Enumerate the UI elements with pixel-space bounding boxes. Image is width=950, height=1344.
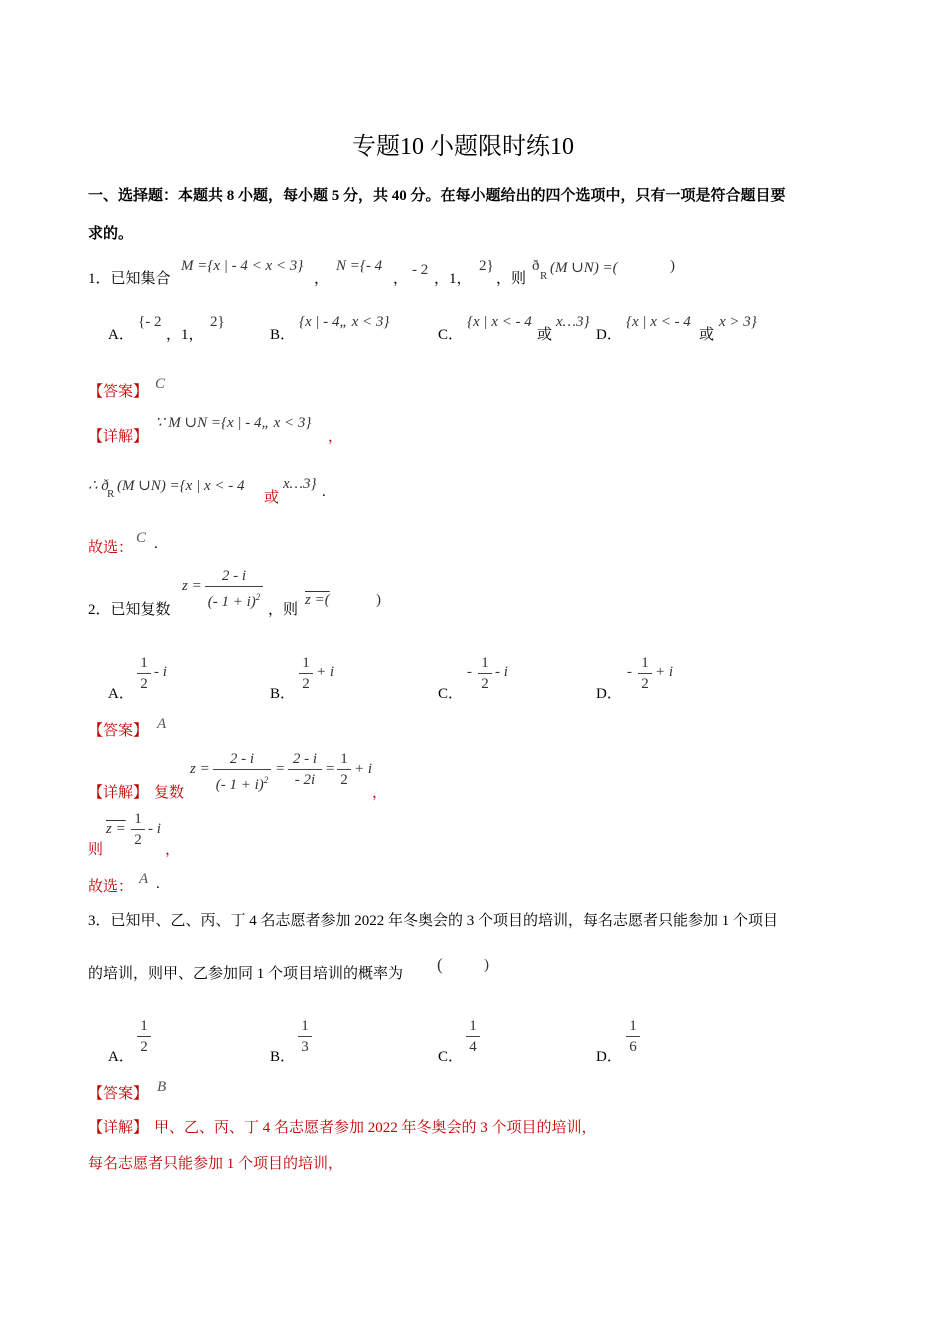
q2-zbar-eq: z = [106, 821, 126, 837]
q3-detail-line1: 甲、乙、丙、丁 4 名志愿者参加 2022 年冬奥会的 3 个项目的培训， [154, 1120, 597, 1136]
fraction-denominator: 6 [629, 1039, 637, 1055]
q2-option-c-tail: - i [495, 664, 508, 680]
complement-sub: R [107, 488, 115, 500]
fraction-numerator: 2 - i [229, 751, 255, 767]
complement-symbol: ð [532, 258, 540, 274]
q2-answer-value: A [157, 716, 167, 732]
q2-zbar-fraction [131, 810, 145, 849]
complement-sub: R [540, 270, 548, 282]
q1-option-a: {- 2 [138, 314, 162, 330]
fraction-numerator: 1 [641, 655, 649, 671]
q1-detail-line2-or: 或 [264, 490, 280, 506]
fraction-bar [466, 1036, 480, 1037]
q2-option-c-fraction [478, 654, 492, 693]
fraction-bar [478, 673, 492, 674]
q3-line2: 的培训，则甲、乙参加同 1 个项目培训的概率为 [88, 966, 404, 982]
q2-zbar: z =( [305, 592, 330, 608]
fraction-denominator: 2 [134, 832, 142, 848]
q2-option-d-label: D． [596, 686, 622, 702]
q2-choose-label: 故选： [88, 879, 134, 895]
fraction-denominator: 2 [641, 676, 649, 692]
q2-answer-paren: ) [376, 592, 381, 608]
q2-then: ，则 [268, 602, 299, 618]
q2-option-c-sign: - [467, 664, 472, 680]
q2-detail-z-eq: z = [190, 761, 210, 777]
q3-option-c-fraction [466, 1017, 480, 1056]
q1-set-m: M ={x | - 4 < x < 3} [181, 258, 304, 274]
q1-answer-value: C [155, 376, 166, 392]
q1-detail-line2: x…3} [283, 476, 317, 492]
page-title: 专题10 小题限时练10 [352, 134, 574, 160]
q1-detail-line2-end: . [322, 484, 326, 500]
fraction-numerator: 1 [140, 1018, 148, 1034]
q3-detail-label: 【详解】 [88, 1120, 149, 1136]
q2-detail-fraction-2 [288, 750, 322, 789]
q2-option-b-fraction [299, 654, 313, 693]
q1-option-a: 2} [210, 314, 225, 330]
q1-option-d: x > 3} [719, 314, 757, 330]
fraction-numerator: 1 [629, 1018, 637, 1034]
q1-option-c: {x | x < - 4 [467, 314, 532, 330]
fraction-denominator: 2 [140, 676, 148, 692]
q1-answer-label: 【答案】 [88, 384, 149, 400]
fraction-numerator: 1 [301, 1018, 309, 1034]
section-heading-cont: 求的。 [88, 226, 134, 242]
q2-answer-label: 【答案】 [88, 723, 149, 739]
fraction-bar [299, 673, 313, 674]
q2-detail-eq: = [326, 761, 335, 777]
fraction-numerator: 1 [302, 655, 310, 671]
q3-answer-value: B [157, 1079, 167, 1095]
q3-option-d-label: D． [596, 1049, 622, 1065]
q1-detail-label: 【详解】 [88, 429, 149, 445]
q3-option-a-label: A． [108, 1049, 134, 1065]
fraction-denominator: 2 [302, 676, 310, 692]
q3-option-b-label: B． [270, 1049, 296, 1065]
q2-z-denominator [205, 588, 263, 611]
q1-option-a-label: A． [108, 327, 134, 343]
q2-option-a-fraction [137, 654, 151, 693]
q3-option-c-label: C． [438, 1049, 464, 1065]
fraction-bar [137, 1036, 151, 1037]
fraction-denominator: 2 [481, 676, 489, 692]
q2-z-denominator-base: (- 1 + i) [207, 594, 256, 610]
fraction-denominator-base: (- 1 + i) [215, 777, 264, 793]
q1-set-n-elem: 2} [479, 258, 494, 274]
fraction-denominator: 2 [140, 1039, 148, 1055]
fraction-denominator: 3 [301, 1039, 309, 1055]
q2-zbar-tail: - i [148, 821, 161, 837]
q2-option-c-label: C． [438, 686, 464, 702]
fraction-denominator [213, 771, 271, 794]
q2-prefix: 2．已知复数 [88, 602, 171, 618]
q1-set-n-elem: ，1， [434, 271, 472, 287]
q1-complement-expr: (M ∪N) =( [550, 260, 618, 276]
q2-z-fraction [205, 567, 263, 611]
section-heading: 一、选择题：本题共 8 小题，每小题 5 分，共 40 分。在每小题给出的四个选项中，只有一项是符合题目要 [88, 188, 786, 204]
q2-choose-value: A [139, 871, 149, 887]
q2-detail-word: 复数 [154, 785, 185, 801]
fraction-exponent: 2 [263, 775, 269, 785]
q2-detail-fraction-1 [213, 750, 271, 794]
fraction-numerator: 1 [140, 655, 148, 671]
q1-option-b: {x | - 4„ x < 3} [299, 314, 390, 330]
q2-detail-label: 【详解】 [88, 785, 149, 801]
q3-option-a-fraction [137, 1017, 151, 1056]
fraction-bar [337, 769, 351, 770]
q1-prefix: 1．已知集合 [88, 271, 171, 287]
q1-detail-line2: ∴ ð [88, 478, 109, 494]
q3-answer-label: 【答案】 [88, 1086, 149, 1102]
q2-then-word: 则 [88, 842, 104, 858]
q2-option-d-fraction [638, 654, 652, 693]
fraction-bar [288, 769, 322, 770]
q2-option-a-tail: - i [154, 664, 167, 680]
q3-paren-close: ) [484, 957, 489, 973]
q1-choose-end: . [154, 536, 158, 552]
fraction-denominator: 4 [469, 1039, 477, 1055]
q1-option-c-label: C． [438, 327, 464, 343]
fraction-numerator: 2 - i [292, 751, 318, 767]
q1-set-n: N ={- 4 [336, 258, 383, 274]
q1-comma: ， [393, 271, 409, 287]
fraction-bar [137, 673, 151, 674]
q3-detail-line2: 每名志愿者只能参加 1 个项目的培训， [88, 1156, 344, 1172]
q3-option-d-fraction [626, 1017, 640, 1056]
q3-option-b-fraction [298, 1017, 312, 1056]
q1-detail-line2: (M ∪N) ={x | x < - 4 [117, 478, 245, 494]
fraction-bar [205, 586, 263, 587]
q1-set-n-elem: - 2 [412, 262, 429, 278]
fraction-numerator: 1 [134, 811, 142, 827]
q1-option-c: x…3} [556, 314, 590, 330]
q1-option-b-label: B． [270, 327, 296, 343]
fraction-denominator: 2 [340, 772, 348, 788]
q3-line1: 3．已知甲、乙、丙、丁 4 名志愿者参加 2022 年冬奥会的 3 个项目的培训，每名志愿者只能参加 1 个项目 [88, 913, 779, 929]
q1-option-d-or: 或 [699, 327, 715, 343]
q2-option-a-label: A． [108, 686, 134, 702]
fraction-numerator: 1 [469, 1018, 477, 1034]
fraction-numerator: 1 [340, 751, 348, 767]
q1-then: ，则 [496, 271, 527, 287]
q2-choose-end: . [156, 876, 160, 892]
q2-detail-eq: = [276, 761, 285, 777]
fraction-bar [626, 1036, 640, 1037]
q2-detail-tail: + i [354, 761, 373, 777]
q1-option-d-label: D． [596, 327, 622, 343]
fraction-bar [298, 1036, 312, 1037]
q1-option-d: {x | x < - 4 [626, 314, 691, 330]
q2-then-end: ， [165, 842, 181, 858]
q2-option-b-tail: + i [316, 664, 335, 680]
q2-option-d-tail: + i [655, 664, 674, 680]
fraction-bar [131, 829, 145, 830]
fraction-numerator: 1 [481, 655, 489, 671]
q1-choose-value: C [136, 530, 147, 546]
fraction-denominator: - 2i [294, 772, 316, 788]
q1-comma: ， [314, 271, 330, 287]
q1-detail-line1-end: ， [328, 429, 344, 445]
q1-detail-line1: ∵ M ∪N ={x | - 4„ x < 3} [155, 415, 312, 431]
q1-answer-paren: ) [670, 258, 675, 274]
q2-z-exponent: 2 [255, 592, 261, 602]
q1-option-a: ，1， [166, 327, 204, 343]
q2-z-numerator: 2 - i [221, 568, 247, 584]
q2-detail-fraction-3 [337, 750, 351, 789]
q1-choose-label: 故选： [88, 540, 134, 556]
q2-z-eq: z = [182, 578, 202, 594]
fraction-bar [638, 673, 652, 674]
q2-option-b-label: B． [270, 686, 296, 702]
q3-paren-open: ( [437, 955, 443, 974]
q2-option-d-sign: - [627, 664, 632, 680]
q2-detail-end: ， [372, 785, 388, 801]
q1-option-c-or: 或 [537, 327, 553, 343]
fraction-bar [213, 769, 271, 770]
